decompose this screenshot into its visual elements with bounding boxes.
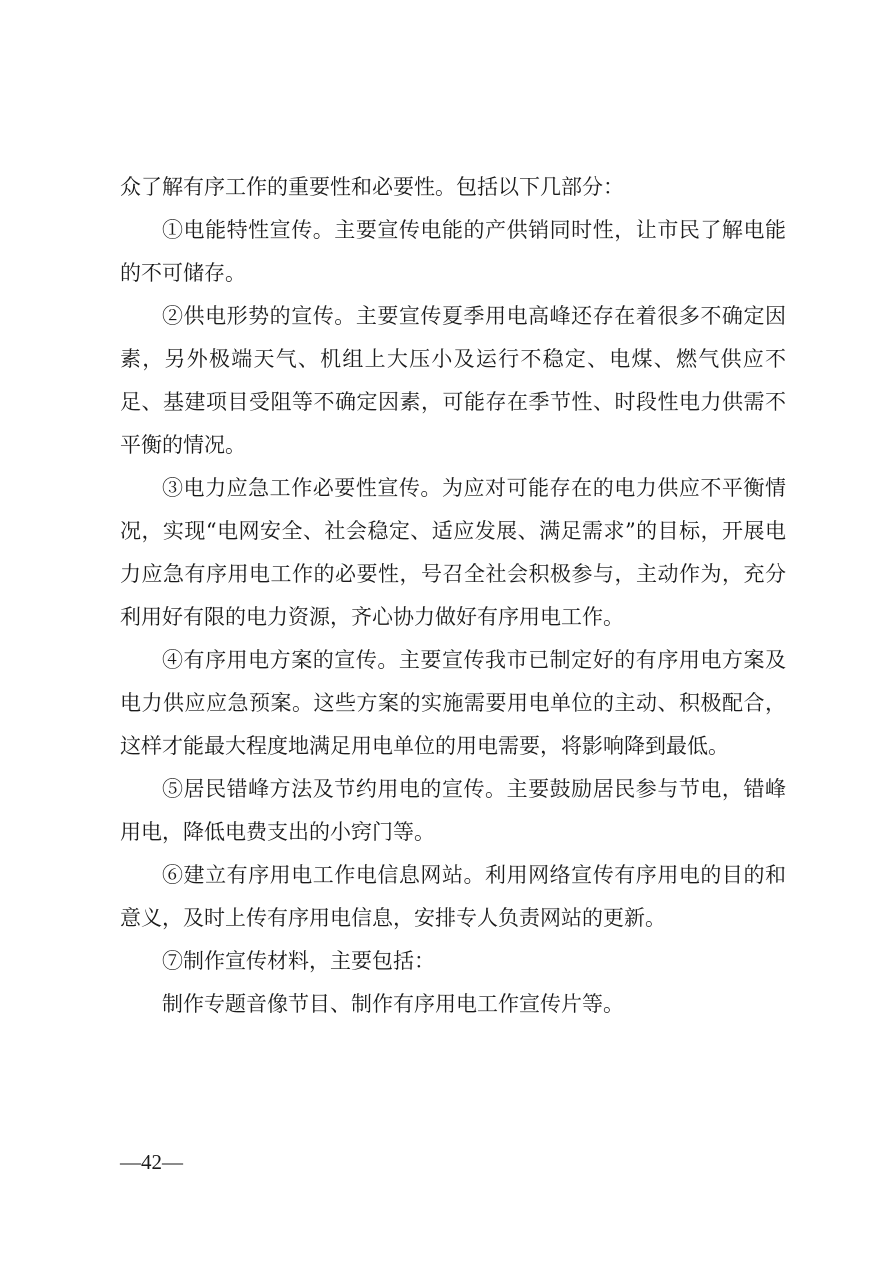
paragraph-item-3: ③电力应急工作必要性宣传。为应对可能存在的电力供应不平衡情况，实现“电网安全、社会稳定、适应发展、满足需求”的目标，开展电力应急有序用电工作的必要性，号召全社会积极参与，主动作为，充分利用好有限的电力资源，齐心协力做好有序用电工作。 [120, 476, 786, 629]
page-number: —42— [120, 1150, 183, 1174]
paragraph-item-5: ⑤居民错峰方法及节约用电的宣传。主要鼓励居民参与节电，错峰用电，降低电费支出的小窍门等。 [120, 777, 786, 844]
paragraph-item-2: ②供电形势的宣传。主要宣传夏季用电高峰还存在着很多不确定因素，另外极端天气、机组上大压小及运行不稳定、电煤、燃气供应不足、基建项目受阻等不确定因素，可能存在季节性、时段性电力供需不平衡的情况。 [120, 304, 786, 457]
paragraph-materials: 制作专题音像节目、制作有序用电工作宣传片等。 [162, 992, 624, 1016]
paragraph-item-4: ④有序用电方案的宣传。主要宣传我市已制定好的有序用电方案及电力供应应急预案。这些方案的实施需要用电单位的主动、积极配合，这样才能最大程度地满足用电单位的用电需要，将影响降到最低。 [120, 648, 786, 758]
paragraph-item-7: ⑦制作宣传材料，主要包括： [162, 949, 435, 973]
paragraph-continuation: 众了解有序工作的重要性和必要性。包括以下几部分： [120, 175, 624, 199]
paragraph-item-1: ①电能特性宣传。主要宣传电能的产供销同时性，让市民了解电能的不可储存。 [120, 218, 786, 285]
body-text [120, 166, 786, 1026]
paragraph-item-6: ⑥建立有序用电工作电信息网站。利用网络宣传有序用电的目的和意义，及时上传有序用电信息，安排专人负责网站的更新。 [120, 863, 786, 930]
